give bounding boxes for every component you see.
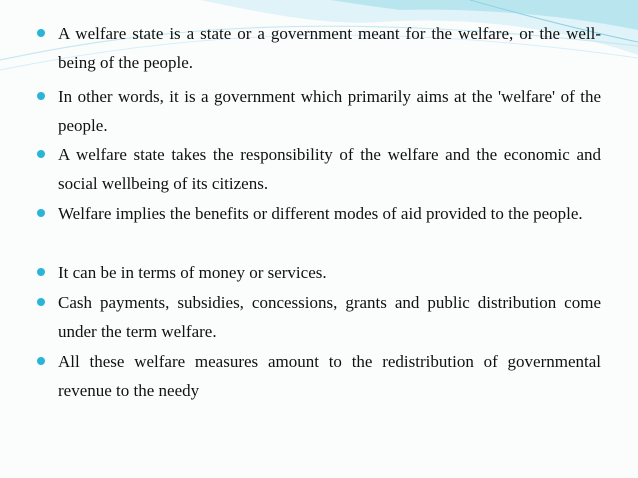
- bullet-text: Cash payments, subsidies, concessions, grants and public distribution come under the term welfare.: [58, 293, 601, 341]
- bullet-item: [58, 347, 601, 405]
- bullet-text: It can be in terms of money or services.: [58, 263, 327, 282]
- bullet-dot-icon: [37, 29, 45, 37]
- bullet-item: [58, 82, 601, 140]
- bullet-dot-icon: [37, 209, 45, 217]
- bullet-dot-icon: [37, 150, 45, 158]
- bullet-item: [58, 140, 601, 198]
- bullet-text: A welfare state is a state or a government meant for the welfare, or the well-being of the people.: [58, 24, 601, 72]
- bullet-item: [58, 258, 601, 287]
- bullet-text: Welfare implies the benefits or different modes of aid provided to the people.: [58, 204, 583, 223]
- bullet-item: [58, 199, 601, 228]
- bullet-dot-icon: [37, 92, 45, 100]
- bullet-item: [58, 288, 601, 346]
- bullet-item: [58, 19, 601, 77]
- bullet-dot-icon: [37, 298, 45, 306]
- bullet-dot-icon: [37, 357, 45, 365]
- bullet-text: In other words, it is a government which primarily aims at the 'welfare' of the people.: [58, 87, 601, 135]
- bullet-text: A welfare state takes the responsibility of the welfare and the economic and social wellbeing of its citizens.: [58, 145, 601, 193]
- bullet-text: All these welfare measures amount to the redistribution of governmental revenue to the needy: [58, 352, 601, 400]
- bullet-dot-icon: [37, 268, 45, 276]
